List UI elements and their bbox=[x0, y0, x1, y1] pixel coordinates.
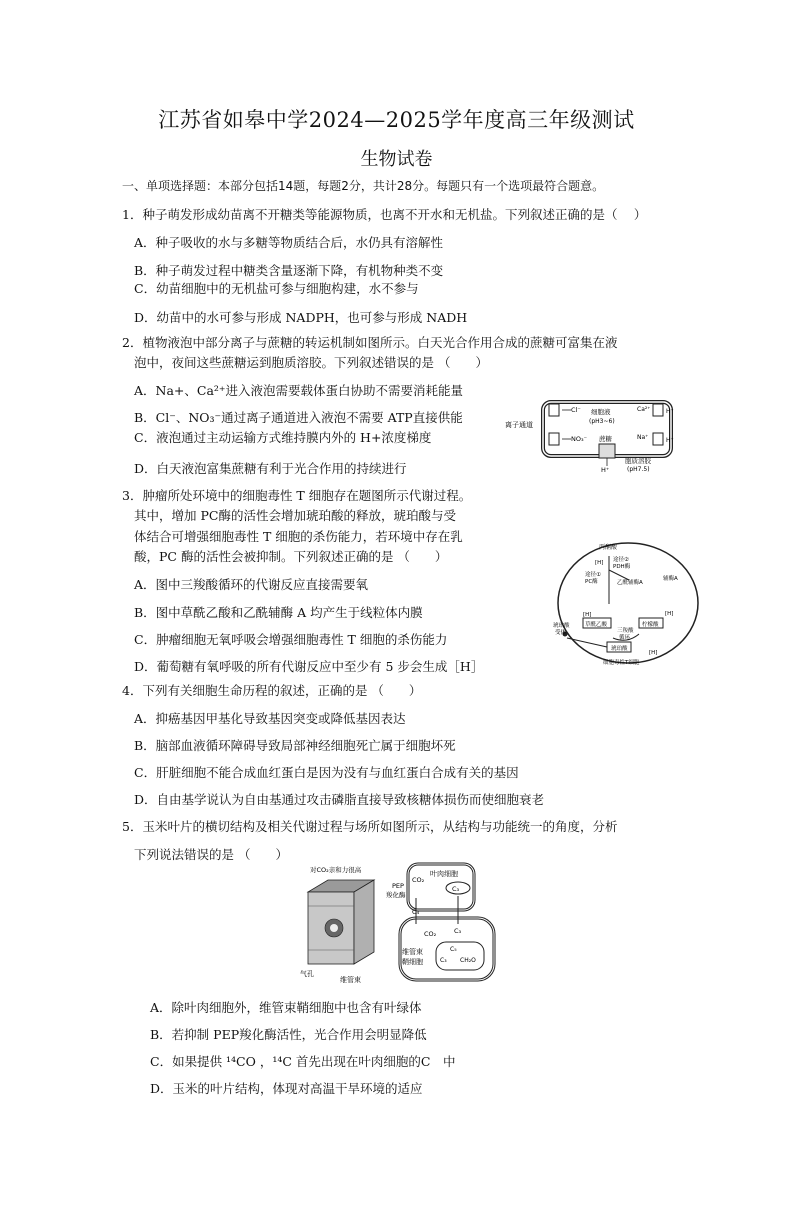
question-2-option-d: D．白天液泡富集蔗糖有利于光合作用的持续进行 bbox=[134, 461, 407, 476]
label-c3-low: C₃ bbox=[440, 957, 447, 964]
question-5-option-c: C．如果提供 ¹⁴CO ，¹⁴C 首先出现在叶肉细胞的C 中 bbox=[150, 1054, 456, 1069]
question-4-option-d: D．自由基学说认为自由基通过攻击磷脂直接导致核糖体损伤而使细胞衰老 bbox=[134, 792, 545, 807]
question-2-option-b: B．Cl⁻、NO₃⁻通过离子通道进入液泡不需要 ATP直接供能 bbox=[134, 410, 463, 425]
question-3-option-d: D．葡萄糖有氧呼吸的所有代谢反应中至少有 5 步会生成［H］ bbox=[134, 659, 484, 674]
label-c3-top: C₃ bbox=[452, 885, 460, 893]
label-acetyl-coa: 乙酰辅酶A bbox=[617, 580, 643, 586]
question-4-option-b: B．脑部血液循环障碍导致局部神经细胞死亡属于细胞坏死 bbox=[134, 738, 456, 753]
label-oxaloacetate: 草酰乙酸 bbox=[585, 622, 608, 628]
label-citrate: 柠檬酸 bbox=[642, 622, 659, 628]
label-bundle-sheath-2: 鞘细胞 bbox=[402, 958, 423, 966]
t-cell-metabolism-figure bbox=[553, 540, 699, 670]
question-2-option-a: A．Na+、Ca²⁺进入液泡需要载体蛋白协助不需要消耗能量 bbox=[134, 383, 464, 398]
label-co2-top: CO₂ bbox=[412, 876, 425, 884]
question-1-stem: 1．种子萌发形成幼苗离不开糖类等能源物质，也离不开水和无机盐。下列叙述正确的是（ ） bbox=[122, 207, 647, 222]
label-cycle: 循环 bbox=[619, 635, 631, 641]
question-5-stem-line-1: 5．玉米叶片的横切结构及相关代谢过程与场所如图所示，从结构与功能统一的角度，分析 bbox=[122, 819, 618, 834]
label-path-1: 途径① bbox=[585, 572, 601, 578]
maize-leaf-figure bbox=[300, 858, 498, 986]
label-ca: Ca²⁺ bbox=[637, 406, 651, 413]
question-4-option-a: A．抑癌基因甲基化导致基因突变或降低基因表达 bbox=[134, 711, 406, 726]
label-pc: PC酶 bbox=[585, 579, 598, 585]
question-3-option-a: A．图中三羧酸循环的代谢反应直接需要氧 bbox=[134, 577, 369, 592]
question-3-stem-line-1: 3．肿瘤所处环境中的细胞毒性 T 细胞存在题图所示代谢过程。 bbox=[122, 488, 472, 503]
label-sucrose: 蔗糖 bbox=[599, 435, 612, 443]
label-h-4: [H] bbox=[649, 650, 658, 656]
question-3-stem-line-4: 酸，PC 酶的活性会被抑制。下列叙述正确的是 （ ） bbox=[134, 549, 448, 564]
label-h-1: [H] bbox=[595, 560, 604, 566]
question-3-stem-line-3: 体结合可增强细胞毒性 T 细胞的杀伤能力，若环境中存在乳 bbox=[134, 529, 463, 544]
label-h-3: [H] bbox=[665, 611, 674, 617]
question-5-option-b: B．若抑制 PEP羧化酶活性，光合作用会明显降低 bbox=[150, 1027, 427, 1042]
label-pyruvate: 丙酮酸 bbox=[599, 544, 618, 551]
question-3-option-b: B．图中草酰乙酸和乙酰辅酶 A 均产生于线粒体内膜 bbox=[134, 605, 423, 620]
question-1-option-d: D．幼苗中的水可参与形成 NADPH，也可参与形成 NADH bbox=[134, 310, 468, 325]
label-affinity: 对CO₂亲和力很高 bbox=[310, 866, 362, 874]
label-h-2: [H] bbox=[583, 612, 592, 618]
label-pdh: PDH酶 bbox=[613, 564, 631, 570]
label-c4: C₄ bbox=[412, 908, 420, 916]
label-mesophyll: 叶肉细胞 bbox=[430, 870, 458, 878]
label-vascular-bundle: 维管束 bbox=[340, 976, 361, 984]
label-cytosol: 胞质溶胶 bbox=[625, 457, 651, 465]
label-tca: 三羧酸 bbox=[617, 628, 634, 634]
question-2-option-c: C．液泡通过主动运输方式维持膜内外的 H+浓度梯度 bbox=[134, 430, 432, 445]
question-5-option-a: A．除叶肉细胞外，维管束鞘细胞中也含有叶绿体 bbox=[150, 1000, 422, 1015]
label-pep: PEP bbox=[392, 882, 404, 890]
label-bundle-sheath-1: 维管束 bbox=[402, 948, 423, 956]
label-ch2o: CH₂O bbox=[460, 957, 476, 964]
label-sap-ph: (pH3~6) bbox=[589, 418, 615, 425]
label-receptor-2: 受体 bbox=[555, 630, 567, 636]
label-cytosol-ph: (pH7.5) bbox=[627, 466, 650, 473]
label-co2-mid: CO₂ bbox=[424, 930, 437, 938]
label-path-2: 途径② bbox=[613, 557, 629, 563]
label-h-right-2: H⁺ bbox=[666, 437, 674, 444]
question-3-stem-line-2: 其中，增加 PC酶的活性会增加琥珀酸的释放，琥珀酸与受 bbox=[134, 508, 456, 523]
label-cl: Cl⁻ bbox=[571, 406, 581, 414]
question-1-option-b: B．种子萌发过程中糖类含量逐渐下降，有机物种类不变 bbox=[134, 263, 444, 278]
label-t-cell: 细胞毒性T细胞 bbox=[603, 660, 640, 666]
label-c5: C₅ bbox=[450, 946, 457, 953]
page-title: 江苏省如皋中学2024—2025学年度高三年级测试 bbox=[158, 108, 635, 132]
label-na: Na⁺ bbox=[637, 434, 649, 441]
vacuole-transport-figure bbox=[505, 392, 685, 474]
question-4-option-c: C．肝脏细胞不能合成血红蛋白是因为没有与血红蛋白合成有关的基因 bbox=[134, 765, 519, 780]
question-2-stem-line-1: 2．植物液泡中部分离子与蔗糖的转运机制如图所示。白天光合作用合成的蔗糖可富集在液 bbox=[122, 335, 618, 350]
label-carboxylase: 羧化酶 bbox=[386, 891, 406, 899]
question-3-option-c: C．肿瘤细胞无氧呼吸会增强细胞毒性 T 细胞的杀伤能力 bbox=[134, 632, 448, 647]
question-2-stem-line-2: 泡中，夜间这些蔗糖运到胞质溶胶。下列叙述错误的是 （ ） bbox=[134, 355, 488, 370]
question-5-stem-line-2: 下列说法错误的是 （ ） bbox=[134, 847, 288, 862]
label-h-plus: H⁺ bbox=[601, 466, 610, 474]
label-stoma: 气孔 bbox=[300, 970, 314, 978]
page-subtitle: 生物试卷 bbox=[360, 149, 433, 170]
question-1-option-a: A．种子吸收的水与多糖等物质结合后，水仍具有溶解性 bbox=[134, 235, 444, 250]
label-c3-right: C₃ bbox=[454, 927, 462, 935]
label-no3: NO₃⁻ bbox=[571, 435, 588, 443]
label-succinate: 琥珀酸 bbox=[611, 646, 628, 652]
question-5-option-d: D．玉米的叶片结构，体现对高温干旱环境的适应 bbox=[150, 1081, 423, 1096]
question-4-stem: 4．下列有关细胞生命历程的叙述，正确的是 （ ） bbox=[122, 683, 422, 698]
label-receptor-1: 琥珀酸 bbox=[553, 623, 570, 629]
label-coa: 辅酶A bbox=[663, 576, 678, 582]
question-1-option-c: C．幼苗细胞中的无机盐可参与细胞构建，水不参与 bbox=[134, 281, 419, 296]
label-h-right-1: H⁺ bbox=[666, 408, 674, 415]
label-cell-sap: 细胞液 bbox=[591, 408, 611, 416]
label-ion-channel: 离子通道 bbox=[505, 421, 533, 429]
section-instructions: 一、单项选择题：本部分包括14题，每题2分，共计28分。每题只有一个选项最符合题意。 bbox=[122, 179, 605, 193]
